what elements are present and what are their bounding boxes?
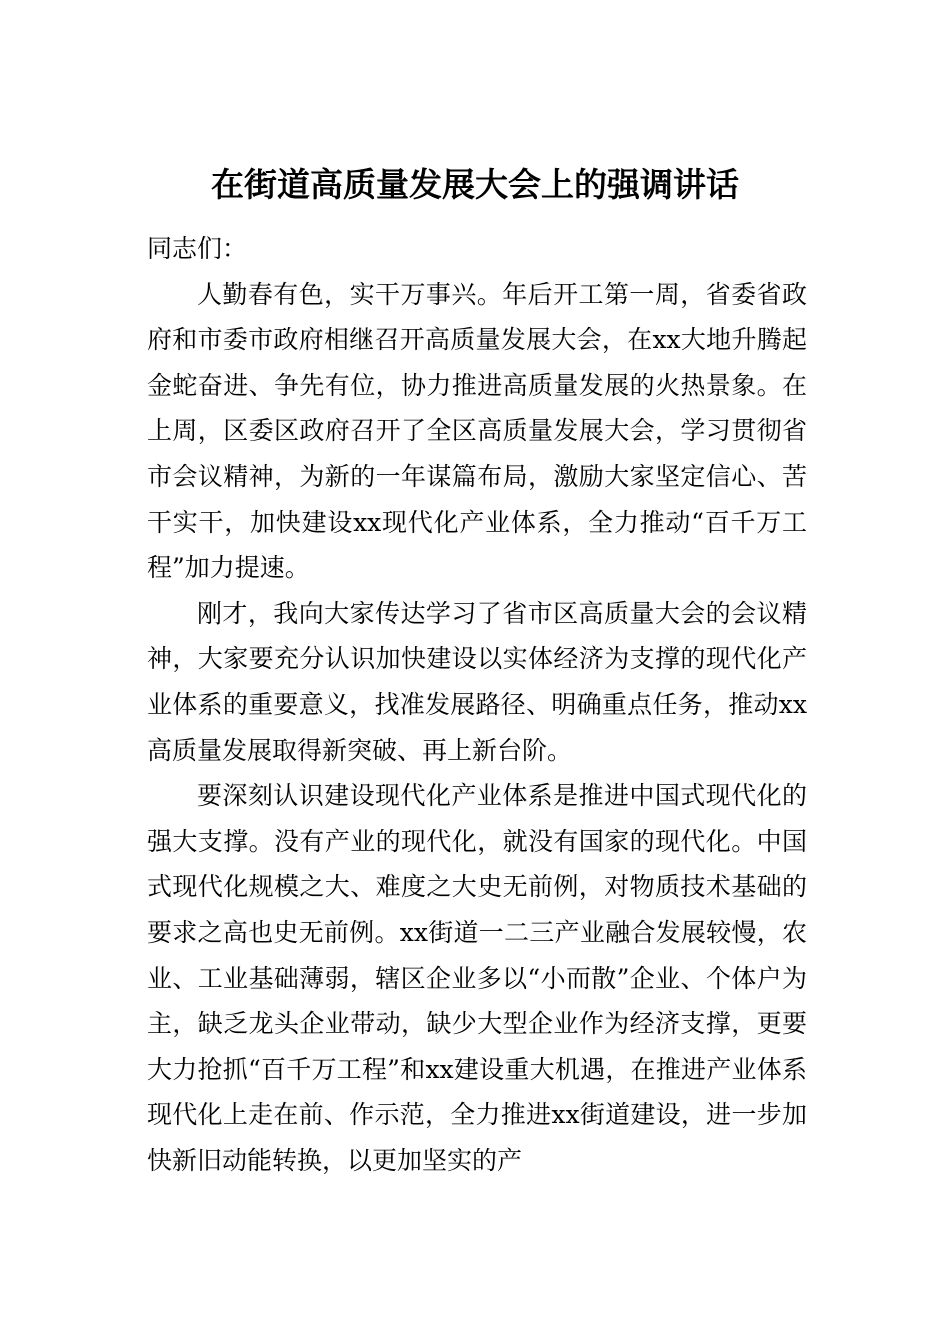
paragraph-1: 人勤春有色，实干万事兴。年后开工第一周，省委省政府和市委市政府相继召开高质量发展大会，在xx大地升腾起金蛇奋进、争先有位，协力推进高质量发展的火热景象。在上周，区委区政府召开了全区高质量发展大会，学习贯彻省市会议精神，为新的一年谋篇布局，激励大家坚定信心、苦干实干，加快建设xx现代化产业体系，全力推动“百千万工程”加力提速。 [147, 279, 807, 583]
salutation: 同志们： [147, 234, 248, 263]
paragraph-2: 刚才，我向大家传达学习了省市区高质量大会的会议精神，大家要充分认识加快建设以实体经济为支撑的现代化产业体系的重要意义，找准发展路径、明确重点任务，推动xx高质量发展取得新突破、再上新台阶。 [147, 598, 807, 765]
document-body [147, 226, 807, 1183]
paragraph-3: 要深刻认识建设现代化产业体系是推进中国式现代化的强大支撑。没有产业的现代化，就没有国家的现代化。中国式现代化规模之大、难度之大史无前例，对物质技术基础的要求之高也史无前例。xx街道一二三产业融合发展较慢，农业、工业基础薄弱，辖区企业多以“小而散”企业、个体户为主，缺乏龙头企业带动，缺少大型企业作为经济支撑，更要大力抢抓“百千万工程”和xx建设重大机遇，在推进产业体系现代化上走在前、作示范，全力推进xx街道建设，进一步加快新旧动能转换，以更加坚实的产 [147, 781, 807, 1175]
document-title: 在街道高质量发展大会上的强调讲话 [211, 165, 739, 204]
